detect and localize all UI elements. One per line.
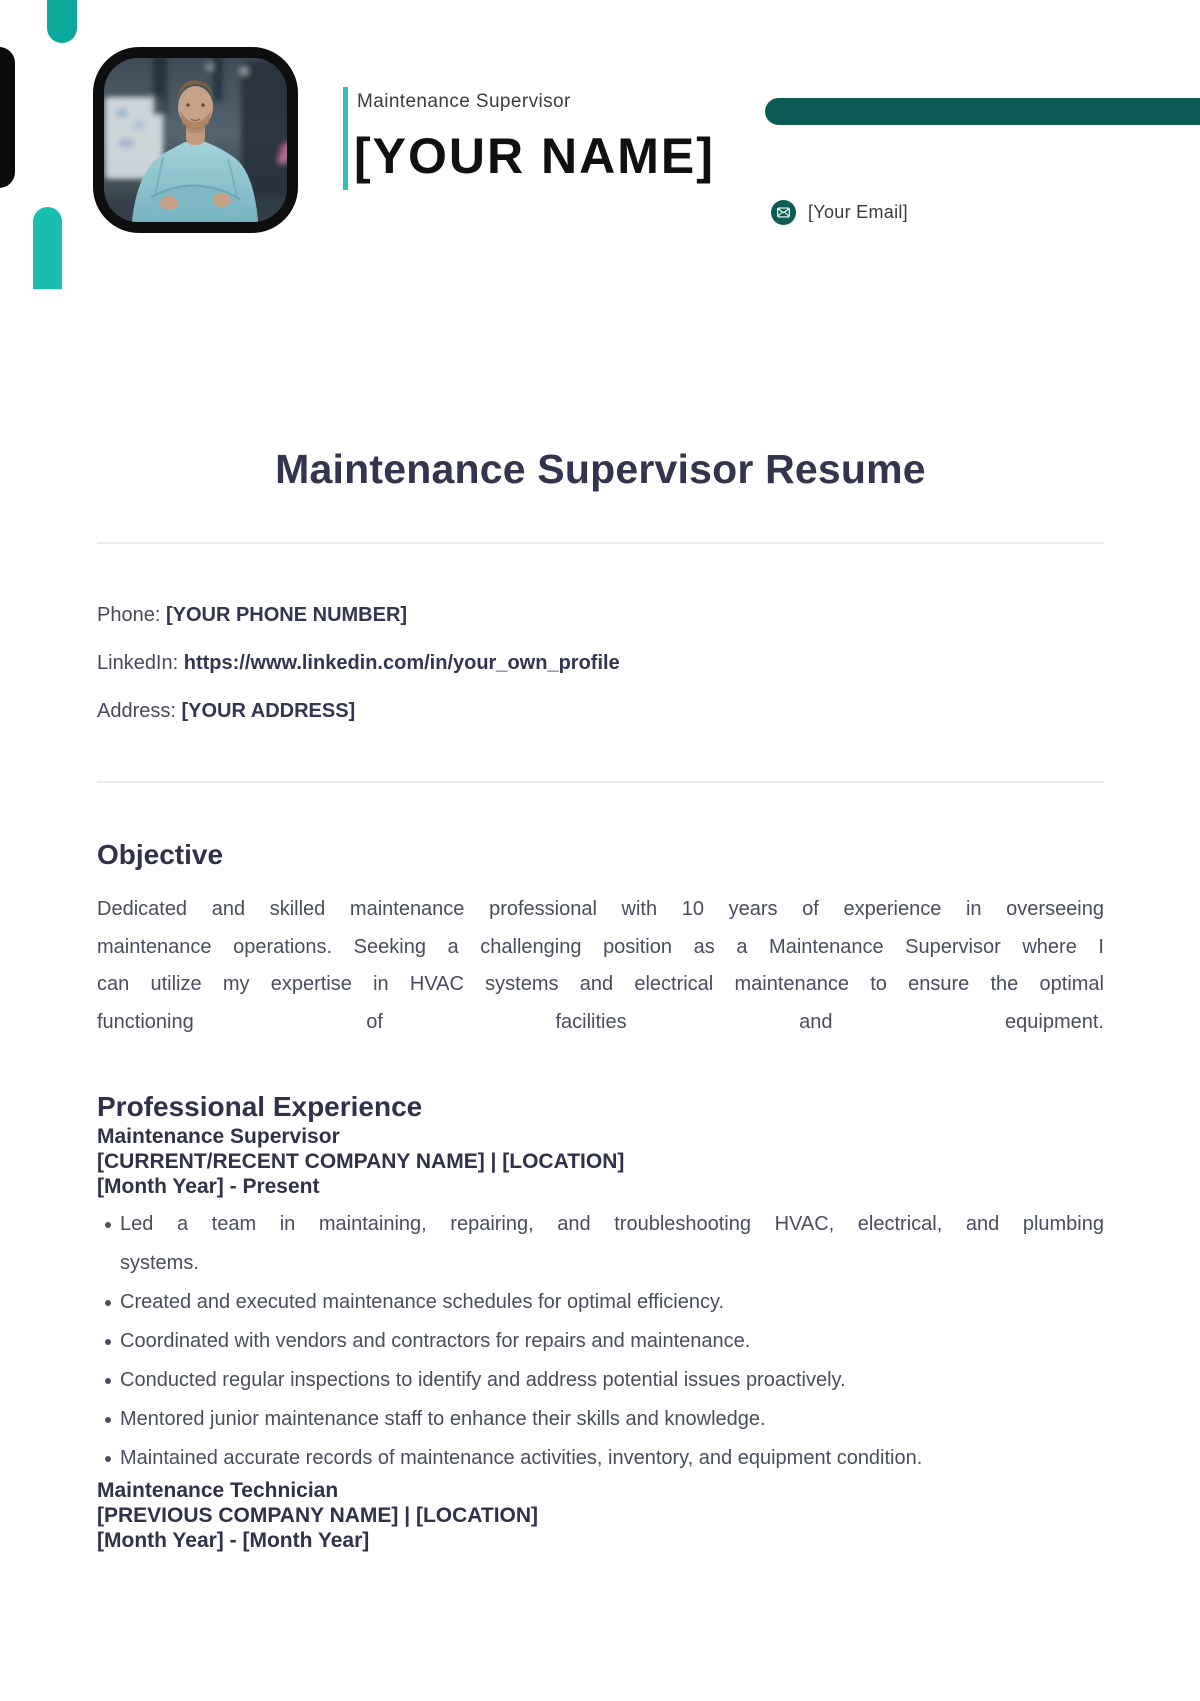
- address-value: [YOUR ADDRESS]: [181, 700, 356, 722]
- address-label: Address:: [97, 700, 176, 722]
- phone-label: Phone:: [97, 604, 161, 626]
- page-title: Maintenance Supervisor Resume: [275, 446, 926, 492]
- objective-line: maintenance operations. Seeking a challenging position as a Maintenance Supervisor where I: [97, 935, 1104, 958]
- profile-photo: [93, 47, 298, 233]
- objective-heading: Objective: [97, 839, 224, 870]
- job-company: [PREVIOUS COMPANY NAME] | [LOCATION]: [97, 1504, 539, 1527]
- phone-value: [YOUR PHONE NUMBER]: [165, 604, 408, 626]
- job-dates: [Month Year] - [Month Year]: [97, 1529, 370, 1552]
- decor-dark-teal-bar: [765, 98, 1200, 125]
- job-company: [CURRENT/RECENT COMPANY NAME] | [LOCATION]: [97, 1150, 625, 1173]
- decor-teal-accent-line: [343, 87, 348, 190]
- job-dates: [Month Year] - Present: [97, 1175, 320, 1198]
- objective-paragraph: [97, 891, 1104, 1041]
- email-row[interactable]: [771, 200, 908, 225]
- decor-teal-pill-middle: [33, 207, 62, 289]
- envelope-icon: [771, 200, 796, 225]
- bullet-line: systems.: [120, 1252, 199, 1274]
- job-title: Maintenance Supervisor: [97, 1125, 340, 1148]
- bullet-item: [97, 1205, 1104, 1283]
- objective-line: can utilize my expertise in HVAC systems and electrical maintenance to ensure the optimal: [97, 973, 1104, 995]
- objective-line: functioning of facilities and equipment.: [97, 1010, 1104, 1033]
- contact-phone-row: [97, 602, 1104, 628]
- bullet-item: Coordinated with vendors and contractors for repairs and maintenance.: [97, 1322, 1104, 1361]
- linkedin-label: LinkedIn:: [97, 652, 179, 674]
- header-role-label: Maintenance Supervisor: [357, 91, 571, 112]
- contact-address-row: [97, 698, 1104, 724]
- bullet-item: Conducted regular inspections to identify and address potential issues proactively.: [97, 1361, 1104, 1400]
- contact-linkedin-row: [97, 650, 1104, 676]
- bullet-line: Led a team in maintaining, repairing, and troubleshooting HVAC, electrical, and plumbing: [120, 1213, 1104, 1235]
- header-name: [YOUR NAME]: [354, 128, 715, 184]
- bullet-item: Created and executed maintenance schedules for optimal efficiency.: [97, 1283, 1104, 1322]
- bullet-item: Maintained accurate records of maintenance activities, inventory, and equipment condition.: [97, 1439, 1104, 1478]
- objective-line: Dedicated and skilled maintenance professional with 10 years of experience in overseeing: [97, 898, 1104, 920]
- divider-top: [97, 542, 1104, 544]
- divider-contact: [97, 781, 1104, 783]
- decor-teal-pill-top: [47, 0, 77, 43]
- job-bullet-list: [97, 1205, 1104, 1478]
- decor-black-half-pill: [0, 47, 15, 188]
- experience-heading: Professional Experience: [97, 1091, 423, 1122]
- bullet-item: Mentored junior maintenance staff to enhance their skills and knowledge.: [97, 1400, 1104, 1439]
- linkedin-url[interactable]: https://www.linkedin.com/in/your_own_profile: [183, 652, 620, 674]
- document-body: [97, 446, 1104, 1553]
- job-title: Maintenance Technician: [97, 1479, 339, 1502]
- contact-block: [97, 602, 1104, 724]
- email-value: [Your Email]: [808, 202, 908, 222]
